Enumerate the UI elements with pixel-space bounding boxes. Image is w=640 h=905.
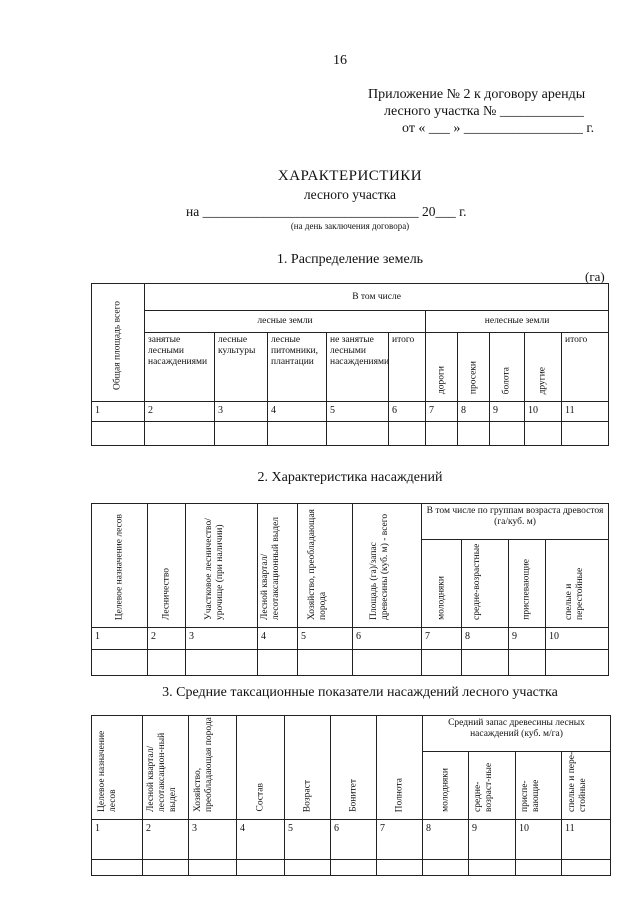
forest-lands-header: лесные земли	[145, 311, 426, 333]
col-middle: средне-возраст-ные	[469, 752, 516, 820]
empty-cell[interactable]	[189, 860, 237, 876]
stock-header: Средний запас древесины лесных насаждений (куб. м/га)	[423, 716, 611, 752]
col-number: 6	[331, 820, 377, 860]
empty-cell[interactable]	[143, 860, 189, 876]
col-mature: спелые и пере-стойные	[562, 752, 611, 820]
col-number: 5	[285, 820, 331, 860]
col-occupied: занятые лесными насаждениями	[145, 333, 215, 402]
section1-unit: (га)	[585, 269, 605, 284]
col-number: 10	[546, 628, 609, 650]
col-quarter: Лесной квартал/ лесотаксационный выдел	[258, 504, 298, 628]
col-young: молодняки	[422, 540, 462, 628]
col-roads: дороги	[426, 333, 458, 402]
col-number: 9	[490, 402, 525, 422]
appendix-block	[368, 86, 594, 137]
col-clearings: просеки	[458, 333, 490, 402]
empty-cell[interactable]	[148, 650, 186, 676]
col-number: 3	[189, 820, 237, 860]
empty-cell[interactable]	[186, 650, 258, 676]
empty-cell[interactable]	[331, 860, 377, 876]
empty-cell[interactable]	[562, 860, 611, 876]
col-number: 2	[148, 628, 186, 650]
empty-cell[interactable]	[422, 650, 462, 676]
col-other: другие	[525, 333, 562, 402]
col-young: молодняки	[423, 752, 469, 820]
empty-cell[interactable]	[145, 422, 215, 446]
page-number: 16	[333, 53, 347, 68]
empty-cell[interactable]	[215, 422, 268, 446]
col-number: 1	[92, 402, 145, 422]
empty-cell[interactable]	[426, 422, 458, 446]
col-number: 8	[462, 628, 509, 650]
col-purpose: Целевое назначение лесов	[92, 504, 148, 628]
date-line: на ________________________________ 20___ г.	[186, 204, 467, 219]
doc-subtitle: лесного участка	[303, 187, 397, 202]
nonforest-lands-header: нелесные земли	[426, 311, 609, 333]
col-number: 5	[298, 628, 353, 650]
col-number: 1	[92, 628, 148, 650]
empty-cell[interactable]	[92, 650, 148, 676]
col-number: 6	[353, 628, 422, 650]
incl-header: В том числе	[145, 284, 609, 311]
col-number: 11	[562, 402, 609, 422]
appendix-line-2: лесного участка № ____________	[384, 104, 584, 119]
col-mature: спелые и перестойные	[546, 540, 609, 628]
empty-cell[interactable]	[237, 860, 285, 876]
col-number: 3	[186, 628, 258, 650]
appendix-line-1: Приложение № 2 к договору аренды	[368, 87, 586, 102]
col-unoccupied: не занятые лесными насаждениями	[327, 333, 389, 402]
col-number: 11	[562, 820, 611, 860]
col-number: 7	[426, 402, 458, 422]
empty-cell[interactable]	[258, 650, 298, 676]
table-row	[92, 422, 609, 446]
empty-cell[interactable]	[546, 650, 609, 676]
appendix-line-3: от « ___ » _________________ г.	[402, 121, 595, 136]
col-number: 6	[389, 402, 426, 422]
col-number: 4	[268, 402, 327, 422]
col-nonforest-total: итого	[562, 333, 609, 402]
empty-cell[interactable]	[268, 422, 327, 446]
empty-cell[interactable]	[298, 650, 353, 676]
date-hint: (на день заключения договора)	[290, 221, 410, 231]
col-number: 10	[516, 820, 562, 860]
col-number: 4	[237, 820, 285, 860]
empty-cell[interactable]	[327, 422, 389, 446]
empty-cell[interactable]	[525, 422, 562, 446]
col-number: 9	[509, 628, 546, 650]
col-number: 8	[423, 820, 469, 860]
col-number: 3	[215, 402, 268, 422]
col-cultures: лесные культуры	[215, 333, 268, 402]
col-composition: Состав	[237, 716, 285, 820]
total-area-header: Общая площадь всего	[92, 284, 145, 402]
empty-cell[interactable]	[490, 422, 525, 446]
empty-cell[interactable]	[423, 860, 469, 876]
col-economy: Хозяйство, преобладающая порода	[189, 716, 237, 820]
col-middle: средне-возрастные	[462, 540, 509, 628]
stands-table	[91, 503, 609, 676]
col-number: 4	[258, 628, 298, 650]
col-number: 1	[92, 820, 143, 860]
col-age: Возраст	[285, 716, 331, 820]
col-number: 7	[422, 628, 462, 650]
land-distribution-table	[91, 283, 609, 446]
age-groups-header: В том числе по группам возраста древостоя (га/куб. м)	[422, 504, 609, 540]
col-swamps: болота	[490, 333, 525, 402]
table-row	[92, 650, 609, 676]
col-quarter: Лесной квартал/ лесотаксацион-ный выдел	[143, 716, 189, 820]
empty-cell[interactable]	[562, 422, 609, 446]
empty-cell[interactable]	[285, 860, 331, 876]
empty-cell[interactable]	[516, 860, 562, 876]
section2-heading: 2. Характеристика насаждений	[257, 470, 443, 485]
col-economy: Хозяйство, преобладающая порода	[298, 504, 353, 628]
col-number: 2	[143, 820, 189, 860]
col-nurseries: лесные питомники, плантации	[268, 333, 327, 402]
col-number: 8	[458, 402, 490, 422]
empty-cell[interactable]	[92, 422, 145, 446]
col-local-forestry: Участковое лесничество/урочище (при наличии)	[186, 504, 258, 628]
table-row	[92, 860, 611, 876]
col-number: 10	[525, 402, 562, 422]
empty-cell[interactable]	[389, 422, 426, 446]
col-forestry: Лесничество	[148, 504, 186, 628]
empty-cell[interactable]	[469, 860, 516, 876]
col-maturing: приспе-вающие	[516, 752, 562, 820]
col-area: Площадь (га)/запас древесины (куб. м) - всего	[353, 504, 422, 628]
empty-cell[interactable]	[462, 650, 509, 676]
empty-cell[interactable]	[458, 422, 490, 446]
empty-cell[interactable]	[92, 860, 143, 876]
doc-title: ХАРАКТЕРИСТИКИ	[277, 168, 423, 184]
taxation-table	[91, 715, 611, 876]
col-maturing: приспевающие	[509, 540, 546, 628]
col-density: Полнота	[377, 716, 423, 820]
col-bonitet: Бонитет	[331, 716, 377, 820]
section3-heading: 3. Средние таксационные показатели насаждений лесного участка	[162, 685, 558, 700]
col-forest-total: итого	[389, 333, 426, 402]
col-number: 9	[469, 820, 516, 860]
col-purpose: Целевое назначение лесов	[92, 716, 143, 820]
empty-cell[interactable]	[377, 860, 423, 876]
col-number: 2	[145, 402, 215, 422]
col-number: 7	[377, 820, 423, 860]
col-number: 5	[327, 402, 389, 422]
empty-cell[interactable]	[353, 650, 422, 676]
empty-cell[interactable]	[509, 650, 546, 676]
section1-heading: 1. Распределение земель	[276, 252, 424, 267]
